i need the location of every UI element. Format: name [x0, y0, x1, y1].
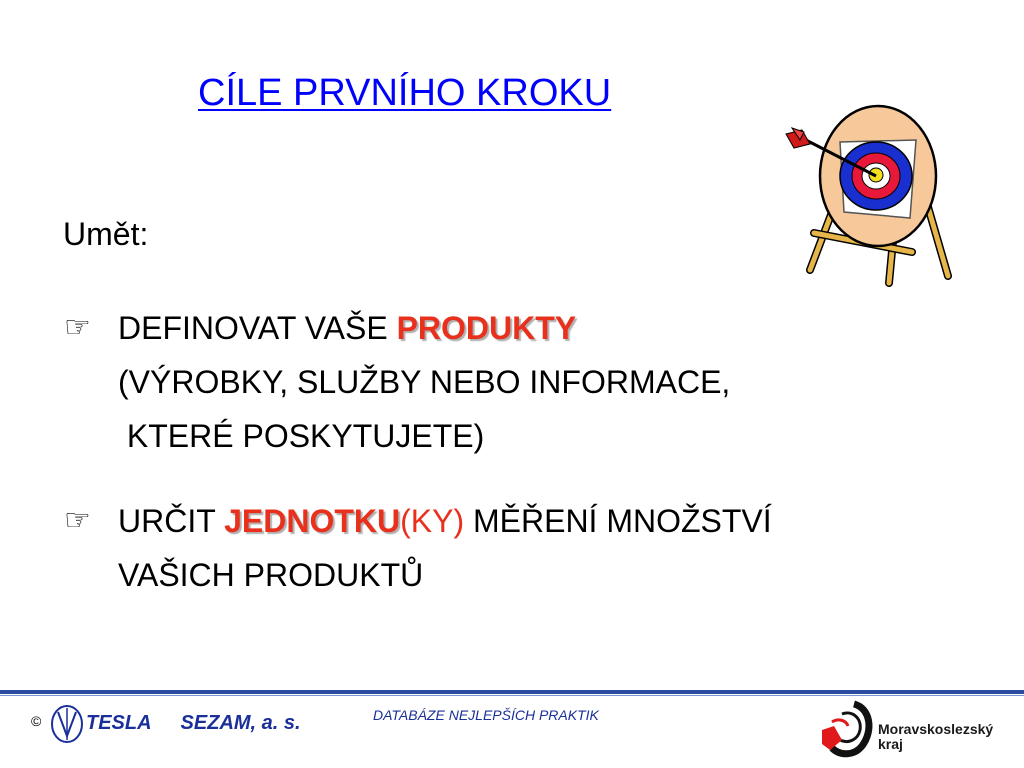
bullet-line: DEFINOVAT VAŠE PRODUKTY [118, 310, 577, 346]
bullet-line: VAŠICH PRODUKTŮ [118, 557, 424, 593]
highlight-units-suffix: (KY) [400, 503, 465, 539]
company-brand: TESLA [86, 712, 152, 734]
bullet-line: URČIT JEDNOTKU(KY) MĚŘENÍ MNOŽSTVÍ [118, 503, 772, 539]
target-with-arrow-illustration [780, 100, 960, 290]
highlight-units: JEDNOTKU [224, 503, 401, 539]
footer-divider [0, 690, 1024, 694]
bullet-line: (VÝROBKY, SLUŽBY NEBO INFORMACE, [118, 364, 731, 400]
footer-divider-thin [0, 695, 1024, 696]
highlight-products: PRODUKTY [396, 310, 577, 346]
intro-label: Umět: [63, 216, 149, 252]
bullet-line: KTERÉ POSKYTUJETE) [118, 418, 485, 454]
region-emblem-icon [818, 700, 876, 758]
footer-caption: DATABÁZE NEJLEPŠÍCH PRAKTIK [373, 707, 599, 723]
tesla-emblem-icon [50, 704, 84, 744]
pointing-hand-icon: ☞ [64, 504, 91, 537]
pointing-hand-icon: ☞ [64, 311, 91, 344]
company-name: SEZAM, a. s. [175, 712, 301, 734]
region-name: Moravskoslezský kraj [878, 721, 994, 752]
copyright-symbol: © [31, 713, 42, 729]
slide-title: CÍLE PRVNÍHO KROKU [198, 72, 612, 114]
